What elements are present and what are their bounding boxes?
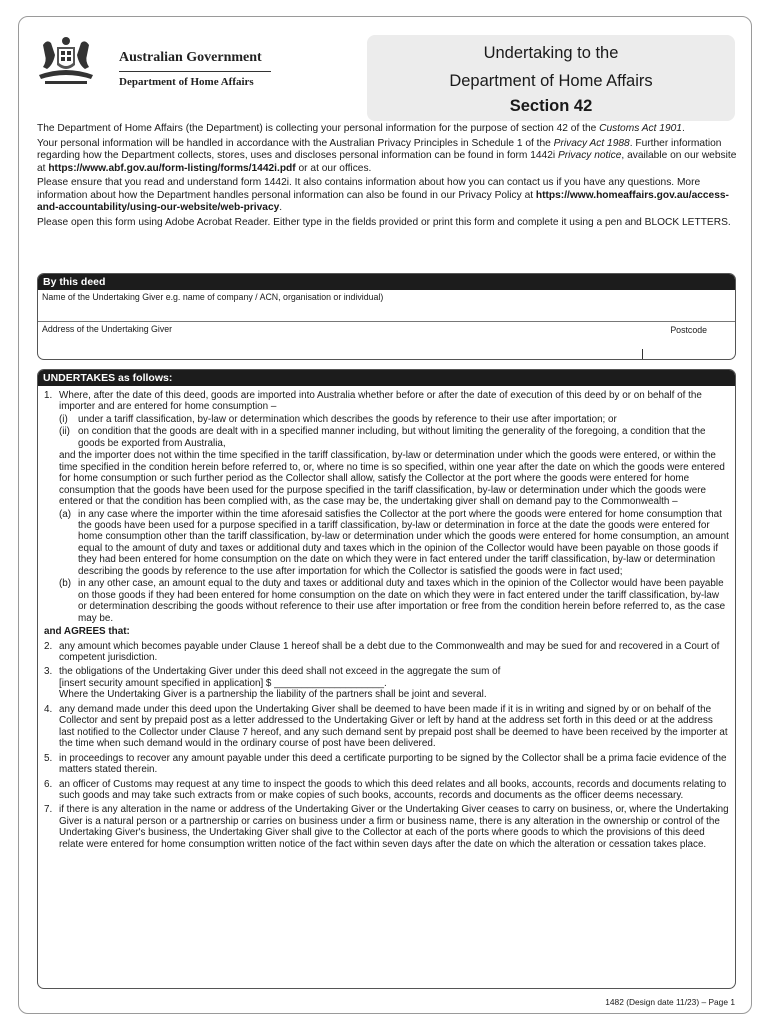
privacy-intro (37, 123, 737, 231)
intro-paragraph-1: The Department of Home Affairs (the Department) is collecting your personal information for the purpose of section 42 of the Customs Act 1901. (37, 123, 685, 134)
intro-paragraph-2: Your personal information will be handled in accordance with the Australian Privacy Principles in Schedule 1 of the Privacy Act 1988. Further information regarding how the Department collects, stores, uses and discloses personal information can be found in form 1442i Privacy notice, available on our website at https://www.abf.gov.au/form-listing/forms/1442i.pdf or at our offices. (37, 137, 737, 174)
coat-of-arms-icon (33, 35, 99, 87)
security-amount-field[interactable]: [insert security amount specified in application] $ ____________________. (59, 677, 387, 689)
clause-4: 4. any demand made under this deed upon the Undertaking Giver shall be deemed to have been made if it is in writing and signed by or on behalf of the Collector and sent by prepaid post as a letter addressed to the Undertaking Giver or left by hand at the address set forth in this deed or at the address last notified to the Collector under Clause 7 hereof, and any such demand sent by prepaid post shall be deemed to have been received by the importer at the time when such demand would in the ordinary course of post have been delivered. (44, 703, 728, 750)
clause-1-a: (a) in any case where the importer within the time aforesaid satisfies the Collector at the port where the goods were entered for home consumption that the goods have been used for a purpose specified in a tariff classification, by-law or determination in force at the date the goods were entered for home consumption other than the tariff classification, by-law or determination under which the goods were entered for home consumption, an amount equal to the amount of duty and taxes or additional duty and taxes which in the opinion of the Collector would have been payable on those goods if they had been entered for home consumption on the date on which they were in fact entered under the tariff classification, by-law or determination describing the goods by reference to the use after importation for which the Collector is satisfied the goods were in fact used; (59, 508, 729, 577)
postcode-field-divider (642, 349, 643, 359)
undertakes-section (37, 369, 736, 989)
name-field-label: Name of the Undertaking Giver e.g. name of company / ACN, organisation or individual) (42, 292, 384, 302)
clause-3: 3. the obligations of the Undertaking Giver under this deed shall not exceed in the aggregate the sum of [insert security amount specified in application] $ ____________________. Where the Undertaking Giver is a partnership the liability of the partners shall be joint and several. (44, 666, 729, 700)
clause-7: 7. if there is any alteration in the name or address of the Undertaking Giver or the Undertaking Giver ceases to carry on business, or, where the Undertaking Giver is a natural person or a partnership or carries on business under a firm or business name, there is any alteration in the ownership or control of the Undertaking Giver's business, the Undertaking Giver shall give to the Collector at each of the ports where goods to which the provisions of this deed relate were entered for home consumption written notice of the fact within seven days after the date on which the alteration or cessation takes place. (44, 804, 729, 850)
clause-1-i: (i) under a tariff classification, by-law or determination which describes the goods by reference to their use after importation; or (59, 413, 617, 425)
address-field-label: Address of the Undertaking Giver (42, 324, 173, 334)
clause-1-continuation: and the importer does not within the time specified in the tariff classification, by-law or determination under which the goods were entered, or within the time specified in the condition herein before referred to, or, where no time is so specified, within one year after the date on which the goods were entered for home consumption or such further period as the Collector shall allow, satisfy the Collector at the port where the goods were entered for home consumption that the goods have been used for the purpose specified in the tariff classification, by-law or determination under which the goods were entered or that the condition has been complied with, as the case may be, the undertaking giver shall on demand pay to the Commonwealth – (59, 450, 725, 508)
form-section: Section 42 (509, 97, 593, 115)
agrees-heading: and AGREES that: (44, 626, 130, 638)
intro-paragraph-3: Please ensure that you read and understand form 1442i. It also contains information about how you can contact us if you have any questions. More information about how the Department handles personal information can also be found in our Privacy Policy at https://www.homeaffairs.gov.au/access-and-accountability/using-our-website/web-privacy. (37, 177, 729, 213)
clause-1: 1. Where, after the date of this deed, goods are imported into Australia whether before or after the date of execution of this deed by or on behalf of the importer and are entered for home consumption – (i) under a tariff classification, by-law or determination which describes the goods by reference to their use after importation; or (ii) on condition that the goods are dealt with in a specified manner including, but without limiting the generality of the foregoing, a condition that the goods be exported from Australia, and the importer does not within the time specified in the tariff classification, by-law or determination under which the goods were entered, or within the time specified in the condition herein before referred to, or, where no time is so specified, within one year after the date on which the goods were entered for home consumption or such further period as the Collector shall allow, satisfy the Collector at the port where the goods were entered for home consumption that the goods have been used for the purpose specified in the tariff classification, by-law or determination under which the goods were entered or that the condition has been complied with, as the case may be, the undertaking giver shall on demand pay to the Commonwealth – (a) in any case where the importer within the time aforesaid satisfies the Collector at the port where the goods were entered for home consumption that the goods have been used for a purpose specified in a tariff classification, by-law or determination in force at the date the goods were entered for home consumption other than the tariff classification, by-law or determination under which the goods were entered for home consumption, an amount equal to the amount of duty and taxes or additional duty and taxes which in the opinion of the Collector would have been payable on those goods if they had been entered for home consumption on the date on which they were in fact entered under the tariff classification, by-law or determination describing the goods by reference to the use after importation for which the Collector is satisfied the goods were in fact used; (b) in any other case, an amount equal to the duty and taxes or additional duty and taxes which in the opinion of the Collector would have been payable on those goods if they had been entered for home consumption on the date on which they were in fact entered under the tariff classification, by-law or determination describing the goods without reference to their use after importation or free from the condition herein before referred to, as the case may be. (44, 390, 729, 624)
form-title-line2: Department of Home Affairs (449, 72, 653, 90)
clause-1-ii: (ii) on condition that the goods are dealt with in a specified manner including, but without limiting the generality of the foregoing, a condition that the goods be exported from Australia, (59, 426, 706, 449)
clause-1-b: (b) in any other case, an amount equal to the duty and taxes or additional duty and taxes which in the opinion of the Collector would have been payable on those goods if they had been entered for home consumption on the date on which they were in fact entered under the tariff classification, by-law or determination describing the goods without reference to their use after importation or free from the condition herein before referred to, as the case may be. (59, 578, 726, 624)
undertakes-clauses (38, 386, 735, 850)
clause-6: 6. an officer of Customs may request at any time to inspect the goods to which this deed relates and all books, accounts, records and documents relating to such goods and may take such extracts from or make copies of such books, accounts, records and documents as the officer deems necessary. (44, 778, 727, 801)
undertaking-giver-address-field[interactable] (38, 322, 735, 359)
intro-paragraph-4: Please open this form using Adobe Acrobat Reader. Either type in the fields provided or print this form and complete it using a pen and BLOCK LETTERS. (37, 216, 731, 228)
privacy-policy-link[interactable]: https://www.homeaffairs.gov.au/access-and-accountability/using-our-website/web-privacy (37, 189, 729, 213)
undertakes-heading: UNDERTAKES as follows: (38, 370, 735, 386)
government-name: Australian Government (119, 50, 262, 65)
form-page (18, 16, 752, 1014)
clause-2: 2. any amount which becomes payable under Clause 1 hereof shall be a debt due to the Commonwealth and may be sued for and recovered in a Court of competent jurisdiction. (44, 640, 720, 663)
postcode-label: Postcode (670, 325, 707, 335)
form-title-box (367, 35, 735, 121)
by-this-deed-heading: By this deed (38, 274, 735, 290)
clause-5: 5. in proceedings to recover any amount payable under this deed a certificate purporting to be signed by the Collector shall be a prima facie evidence of the matters stated therein. (44, 752, 727, 776)
form-1442i-link[interactable]: https://www.abf.gov.au/form-listing/forms/1442i.pdf (48, 162, 296, 174)
by-this-deed-section (37, 273, 736, 360)
form-title-line1: Undertaking to the (483, 44, 619, 62)
department-name: Department of Home Affairs (119, 76, 254, 88)
government-logo-text (119, 50, 271, 88)
undertaking-giver-name-field[interactable] (38, 290, 735, 322)
logo-divider (119, 71, 271, 72)
page-footer: 1482 (Design date 11/23) – Page 1 (605, 997, 735, 1007)
